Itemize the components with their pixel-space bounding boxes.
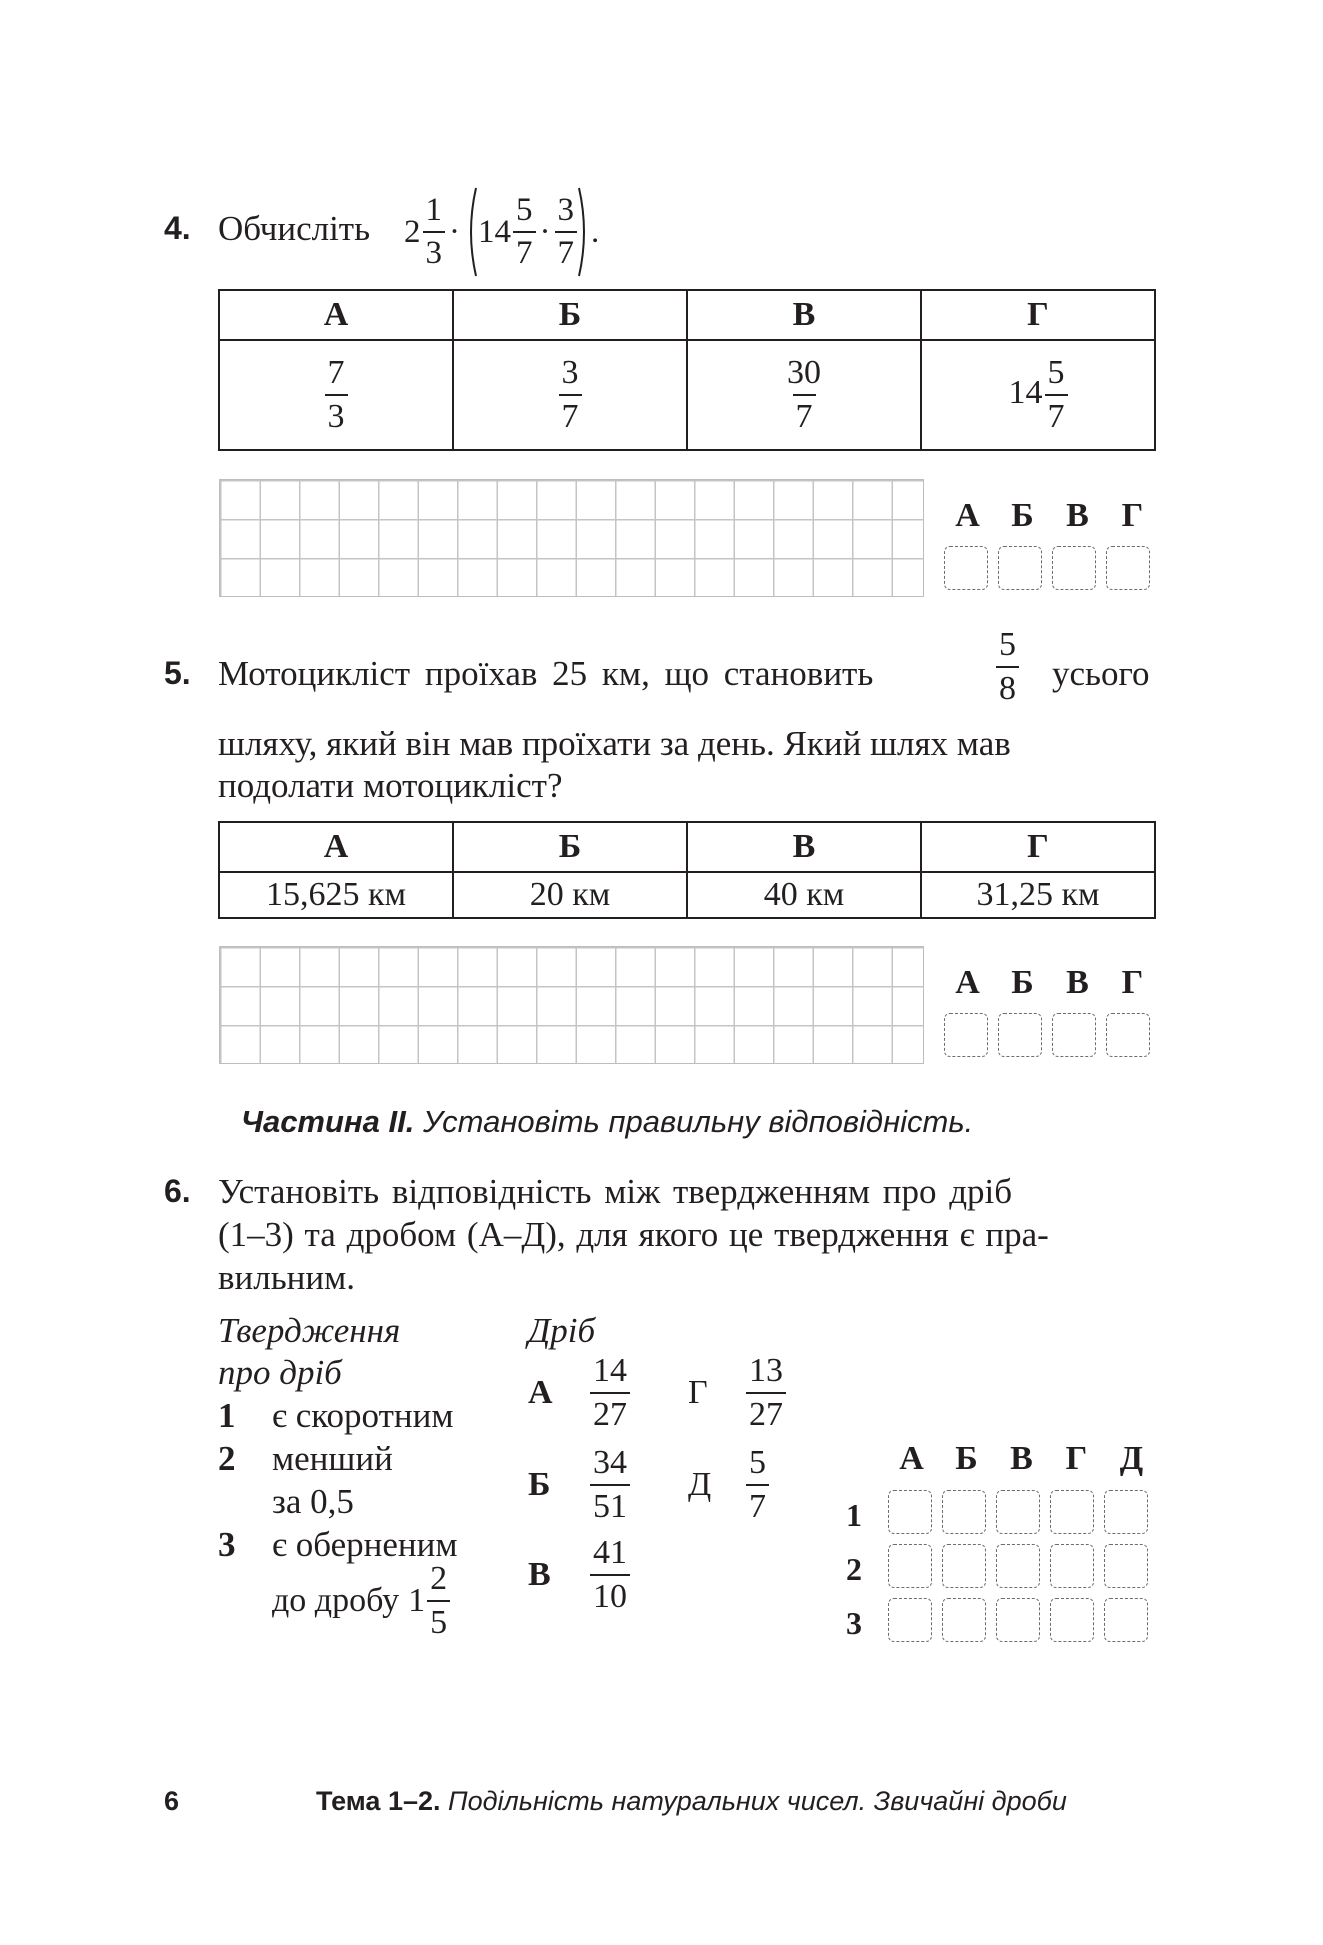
task6-answer-box-3-4[interactable] — [1050, 1598, 1094, 1642]
task5-answer-box-b[interactable] — [998, 1013, 1042, 1057]
right-paren — [577, 186, 591, 278]
fraction-b: Б $\frac{34}{51}$ — [528, 1446, 630, 1524]
statement-2-number: 2 — [218, 1439, 236, 1478]
task4-option-a: $\frac{7}{3}$ — [219, 340, 453, 450]
task4-answer-box-c[interactable] — [1052, 546, 1096, 590]
task4-header-c: В — [687, 290, 921, 340]
statement-1-number: 1 — [218, 1396, 236, 1435]
task5-answer-box-c[interactable] — [1052, 1013, 1096, 1057]
statement-2-text2: за 0,5 — [272, 1482, 354, 1521]
fraction-a: А $\frac{14}{27}$ — [528, 1354, 630, 1432]
task4-number: 4. — [164, 210, 191, 246]
task5-line1: Мотоцикліст проїхав 25 км, що становить — [218, 654, 874, 693]
task4-answer-box-b[interactable] — [998, 546, 1042, 590]
task4-option-c: $\frac{30}{7}$ — [687, 340, 921, 450]
fraction-c: В $\frac{41}{10}$ — [528, 1536, 630, 1614]
task5-options-table — [218, 821, 1156, 919]
statement-3-text: є оберненим — [272, 1525, 458, 1564]
fraction-d: Г $\frac{13}{27}$ — [688, 1354, 786, 1432]
task6-answer-box-3-5[interactable] — [1104, 1598, 1148, 1642]
fractions-title: Дріб — [528, 1311, 596, 1350]
footer-title: Тема 1–2. Подільність натуральних чисел. Звичайні дроби — [316, 1786, 1067, 1816]
task4-prompt: Обчисліть — [218, 209, 371, 248]
task4-options-table — [218, 289, 1156, 451]
task5-line3: подолати мотоцикліст? — [218, 766, 563, 805]
task5-line2: шляху, який він мав проїхати за день. Який шлях мав — [218, 724, 1011, 763]
task5-answer-box-d[interactable] — [1106, 1013, 1150, 1057]
task4-answer-box-d[interactable] — [1106, 546, 1150, 590]
task4-answer-box-a[interactable] — [944, 546, 988, 590]
task6-row-2-label: 2 — [846, 1551, 862, 1587]
task5-line1-end: усього — [1052, 654, 1150, 693]
task5-option-c: 40 км — [687, 872, 921, 918]
task6-answer-box-2-5[interactable] — [1104, 1544, 1148, 1588]
task4-expression: 2 $\frac{1}{3}$ · 14 $\frac{5}{7}$ · $\frac{3}{7}$ . — [404, 186, 599, 278]
task6-row-1-label: 1 — [846, 1497, 862, 1533]
fraction-e: Д $\frac{5}{7}$ — [688, 1446, 769, 1524]
task4-header-d: Г — [921, 290, 1155, 340]
statement-1-text: є скоротним — [272, 1396, 454, 1435]
task6-row-3-label: 3 — [846, 1605, 862, 1641]
statement-2-text: менший — [272, 1439, 393, 1478]
task4-option-d: 14 $\frac{5}{7}$ — [921, 340, 1155, 450]
task6-line2: (1–3) та дробом (А–Д), для якого це твердження є пра- — [218, 1215, 1049, 1254]
part2-heading: Частина II. Установіть правильну відповідність. — [241, 1104, 974, 1139]
task5-scratch-grid[interactable] — [219, 946, 924, 1064]
task6-answer-box-2-2[interactable] — [942, 1544, 986, 1588]
statements-title-1: Твердження — [218, 1311, 401, 1350]
task5-header-d: Г — [921, 822, 1155, 872]
task4-header-a: А — [219, 290, 453, 340]
task5-header-a: А — [219, 822, 453, 872]
task4-answer-letters: А Б В Г — [955, 497, 1144, 534]
task6-answer-box-3-2[interactable] — [942, 1598, 986, 1642]
task5-fraction: $\frac{5}{8}$ — [996, 628, 1019, 706]
task6-answer-box-1-5[interactable] — [1104, 1490, 1148, 1534]
task6-line3: вильним. — [218, 1258, 356, 1297]
task4-scratch-grid[interactable] — [219, 479, 924, 597]
task6-line1: Установіть відповідність між твердженням про дріб — [218, 1172, 1013, 1211]
task6-answer-box-1-4[interactable] — [1050, 1490, 1094, 1534]
statement-3-text2: до дробу 1 $\frac{2}{5}$ — [272, 1562, 450, 1640]
task6-answer-box-3-3[interactable] — [996, 1598, 1040, 1642]
task6-answer-box-1-3[interactable] — [996, 1490, 1040, 1534]
task6-number: 6. — [164, 1173, 191, 1209]
statement-3-number: 3 — [218, 1525, 236, 1564]
page-number: 6 — [164, 1786, 180, 1816]
task5-option-d: 31,25 км — [921, 872, 1155, 918]
task6-answer-box-1-1[interactable] — [888, 1490, 932, 1534]
task5-option-b: 20 км — [453, 872, 687, 918]
task6-answer-box-1-2[interactable] — [942, 1490, 986, 1534]
left-paren — [464, 186, 478, 278]
task5-number: 5. — [164, 655, 191, 691]
task5-header-b: Б — [453, 822, 687, 872]
task6-answer-box-3-1[interactable] — [888, 1598, 932, 1642]
task5-answer-box-a[interactable] — [944, 1013, 988, 1057]
task5-option-a: 15,625 км — [219, 872, 453, 918]
task4-header-b: Б — [453, 290, 687, 340]
task4-option-b: $\frac{3}{7}$ — [453, 340, 687, 450]
statements-title-2: про дріб — [218, 1353, 342, 1392]
task6-answer-letters: А Б В Г Д — [899, 1440, 1144, 1477]
task6-answer-box-2-3[interactable] — [996, 1544, 1040, 1588]
task5-header-c: В — [687, 822, 921, 872]
task6-answer-box-2-1[interactable] — [888, 1544, 932, 1588]
task6-answer-box-2-4[interactable] — [1050, 1544, 1094, 1588]
task5-answer-letters: А Б В Г — [955, 964, 1144, 1001]
